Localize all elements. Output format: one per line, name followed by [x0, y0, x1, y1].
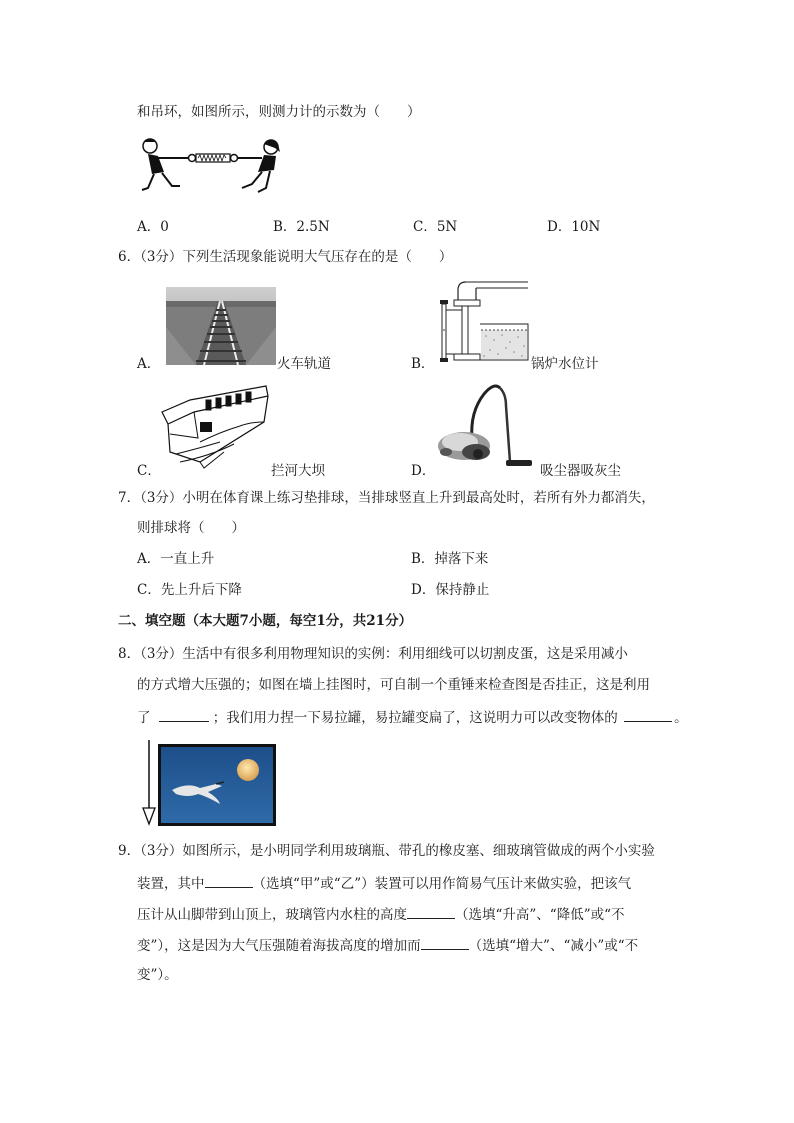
q9-text-3b: （选填“升高”、“降低”或“不: [455, 907, 625, 923]
q8-text-c: 。: [674, 710, 688, 726]
q8-text-a: 了: [137, 710, 151, 726]
q5-option-c[interactable]: C．5N: [413, 219, 458, 235]
q8-stem-line2: 的方式增大压强的；如图在墙上挂图时，可自制一个重锤来检查图是否挂正，这是利用: [137, 677, 650, 693]
q5-option-d[interactable]: D．10N: [547, 219, 601, 235]
q5-option-b[interactable]: B．2.5N: [273, 219, 330, 235]
q9-stem-line4: [137, 935, 638, 955]
q5-stem-continuation: 和吊环，如图所示，则测力计的示数为（ ）: [137, 104, 421, 120]
river-dam-figure: [160, 382, 270, 470]
q9-blank-3[interactable]: [421, 935, 469, 950]
q9-stem-line3: [137, 904, 625, 924]
q8-blank-1[interactable]: [159, 707, 209, 722]
q7-stem-line2: 则排球将（ ）: [137, 520, 245, 536]
q6-option-b-caption: 锅炉水位计: [531, 356, 599, 372]
q6-option-a-caption: 火车轨道: [277, 356, 331, 372]
q6-option-a-letter[interactable]: A．: [137, 356, 161, 372]
q9-blank-1[interactable]: [205, 873, 253, 888]
q5-option-a[interactable]: A．0: [137, 219, 169, 235]
tug-of-war-spring-scale-figure: [138, 136, 283, 198]
q7-option-b[interactable]: B．掉落下来: [411, 551, 489, 567]
q6-option-b-letter[interactable]: B．: [411, 356, 435, 372]
q9-text-4b: （选填“增大”、“减小”或“不: [468, 938, 639, 954]
railway-track-photo: [166, 287, 276, 365]
q9-text-2b: （选填“甲”或“乙”）装置可以用作简易气压计来做实验，把该气: [252, 876, 632, 892]
q8-stem-line1: 8．（3分）生活中有很多利用物理知识的实例：利用细线可以切割皮蛋，这是采用减小: [118, 646, 628, 662]
q6-option-d-letter[interactable]: D．: [411, 463, 436, 479]
q8-text-b: ；我们用力捏一下易拉罐，易拉罐变扁了，这说明力可以改变物体的: [212, 710, 618, 726]
q9-text-2a: 装置，其中: [137, 876, 205, 892]
q6-option-c-letter[interactable]: C．: [137, 463, 161, 479]
plumb-bob-line-figure: [142, 740, 156, 828]
q7-stem-line1: 7．（3分）小明在体育课上练习垫排球，当排球竖直上升到最高处时，若所有外力都消失，: [118, 490, 655, 506]
q8-stem-line3: [137, 707, 688, 727]
q8-blank-2[interactable]: [624, 707, 672, 722]
q7-option-c[interactable]: C．先上升后下降: [137, 582, 242, 598]
q6-option-c-caption: 拦河大坝: [271, 463, 325, 479]
q9-text-3a: 压计从山脚带到山顶上，玻璃管内水柱的高度: [137, 907, 407, 923]
q6-stem: 6．（3分）下列生活现象能说明大气压存在的是（ ）: [118, 249, 453, 265]
q7-option-d[interactable]: D．保持静止: [411, 582, 490, 598]
section-heading-fill-blank: 二、填空题（本大题7小题，每空1分，共21分）: [118, 613, 413, 629]
q7-option-a[interactable]: A．一直上升: [137, 551, 215, 567]
bird-and-moon-picture: [158, 744, 276, 826]
boiler-water-gauge-figure: [436, 280, 530, 366]
q6-option-d-caption: 吸尘器吸灰尘: [540, 463, 621, 479]
q9-text-4a: 变”），这是因为大气压强随着海拔高度的增加而: [137, 938, 421, 954]
q9-stem-line2: [137, 873, 631, 893]
q9-blank-2[interactable]: [407, 904, 455, 919]
q9-stem-line1: 9．（3分）如图所示，是小明同学利用玻璃瓶、带孔的橡皮塞、细玻璃管做成的两个小实验: [118, 843, 655, 859]
vacuum-cleaner-photo: [436, 382, 540, 472]
q9-stem-line5: 变”）。: [137, 967, 178, 983]
